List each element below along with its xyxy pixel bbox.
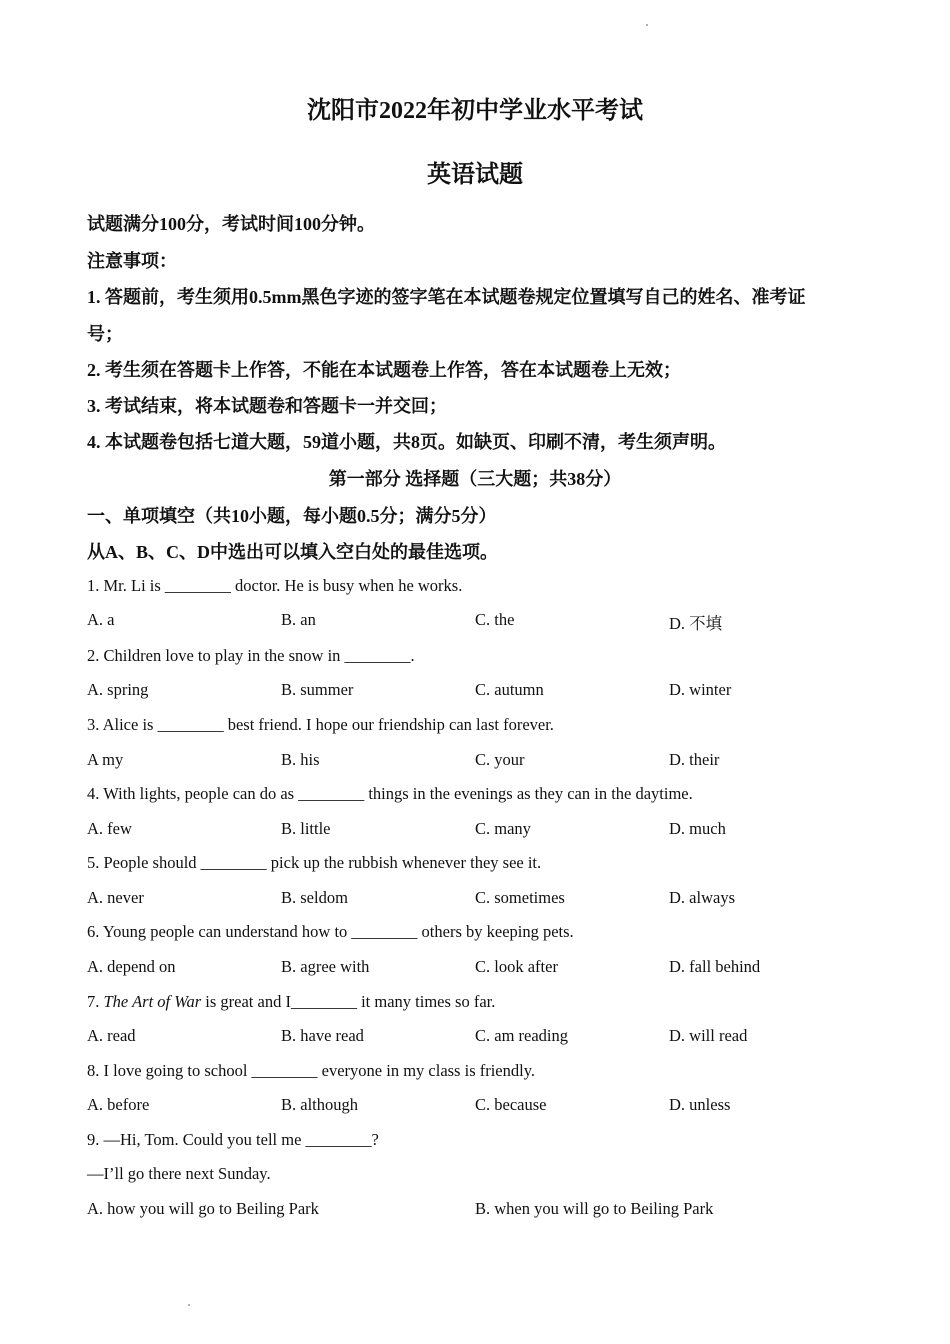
section-title: 一、单项填空（共10小题，每小题0.5分；满分5分） (87, 506, 497, 526)
option-a: A my (87, 750, 124, 769)
note-2: 2. 考生须在答题卡上作答，不能在本试题卷上作答，答在本试题卷上无效； (87, 360, 681, 380)
question-9-stem: 9. —Hi, Tom. Could you tell me ________? (87, 1130, 379, 1149)
question-1-stem: 1. Mr. Li is ________ doctor. He is busy when he works. (87, 576, 463, 595)
part1-heading: 第一部分 选择题（三大题；共38分） (328, 469, 622, 489)
option-c: C. autumn (475, 680, 544, 699)
option-b: B. although (281, 1095, 358, 1114)
option-c: C. your (475, 750, 525, 769)
option-b: B. have read (281, 1026, 364, 1045)
note-1: 1. 答题前，考生须用0.5mm黑色字迹的签字笔在本试题卷规定位置填写自己的姓名、准考证 (87, 287, 806, 307)
option-b: B. agree with (281, 957, 370, 976)
book-title: The Art of War (103, 992, 202, 1011)
note-3: 3. 考试结束，将本试题卷和答题卡一并交回； (87, 396, 447, 416)
option-d: D. will read (669, 1026, 748, 1045)
option-a: A. depend on (87, 957, 176, 976)
option-d: D. always (669, 888, 735, 907)
option-b: B. seldom (281, 888, 348, 907)
notes-label: 注意事项： (87, 251, 177, 271)
option-a: A. few (87, 819, 132, 838)
option-c: C. look after (475, 957, 558, 976)
option-d: D. much (669, 819, 726, 838)
question-3-stem: 3. Alice is ________ best friend. I hope our friendship can last forever. (87, 715, 554, 734)
score-time-note: 试题满分100分，考试时间100分钟。 (87, 214, 375, 234)
scan-dot (646, 24, 648, 26)
question-7-stem (87, 992, 495, 1012)
question-7-stem-prefix: 7. (87, 992, 104, 1011)
exam-subtitle: 英语试题 (427, 162, 523, 188)
question-5-stem: 5. People should ________ pick up the rubbish whenever they see it. (87, 853, 542, 872)
question-7-stem-rest: is great and I________ it many times so far. (201, 992, 496, 1011)
option-c: C. sometimes (475, 888, 565, 907)
option-a: A. before (87, 1095, 150, 1114)
section-instruction: 从A、B、C、D中选出可以填入空白处的最佳选项。 (87, 542, 499, 562)
note-4: 4. 本试题卷包括七道大题，59道小题，共8页。如缺页、印刷不清，考生须声明。 (87, 432, 726, 452)
option-c: C. am reading (475, 1026, 569, 1045)
option-b: B. an (281, 610, 316, 629)
option-d: D. unless (669, 1095, 731, 1114)
question-8-stem: 8. I love going to school ________ everyone in my class is friendly. (87, 1061, 536, 1080)
question-9-reply: —I’ll go there next Sunday. (87, 1164, 271, 1183)
option-c: C. the (475, 610, 515, 629)
scan-dot (188, 1304, 190, 1306)
option-d: D. 不填 (669, 614, 723, 633)
option-d: D. winter (669, 680, 732, 699)
question-4-stem: 4. With lights, people can do as ________ things in the evenings as they can in the daytime. (87, 784, 693, 803)
option-b: B. when you will go to Beiling Park (475, 1199, 714, 1218)
option-b: B. little (281, 819, 331, 838)
option-b: B. his (281, 750, 320, 769)
question-6-stem: 6. Young people can understand how to ________ others by keeping pets. (87, 922, 574, 941)
exam-title: 沈阳市2022年初中学业水平考试 (307, 98, 643, 124)
option-b: B. summer (281, 680, 354, 699)
option-a: A. how you will go to Beiling Park (87, 1199, 319, 1218)
option-d: D. their (669, 750, 720, 769)
option-c: C. many (475, 819, 531, 838)
option-a: A. spring (87, 680, 149, 699)
option-c: C. because (475, 1095, 547, 1114)
option-d: D. fall behind (669, 957, 761, 976)
option-a: A. read (87, 1026, 136, 1045)
note-1-cont: 号； (87, 324, 123, 344)
question-2-stem: 2. Children love to play in the snow in ________. (87, 646, 415, 665)
option-a: A. never (87, 888, 144, 907)
option-a: A. a (87, 610, 115, 629)
